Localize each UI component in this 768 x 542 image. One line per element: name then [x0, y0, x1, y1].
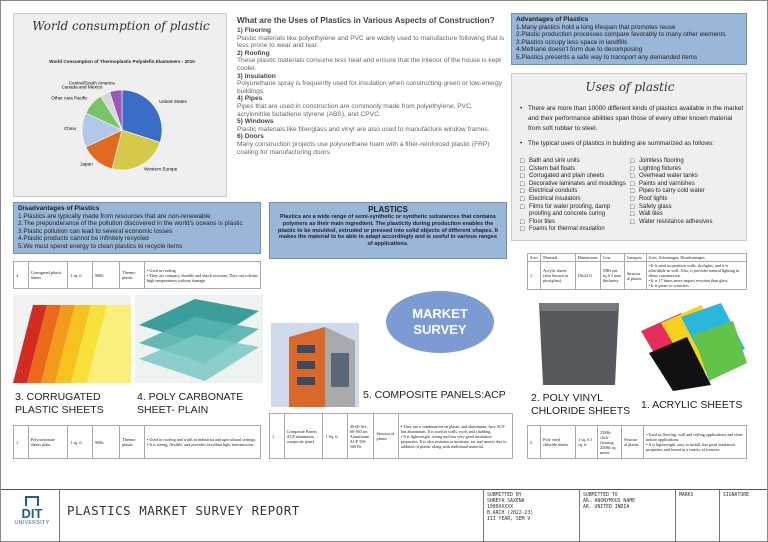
uses-item-body: Polyurethane spray is frequently used for insulation when constructing green or low-energy buildings. [237, 80, 502, 95]
market-survey-label: MARKET SURVEY [412, 306, 468, 337]
advantages-item: 4.Methane doesn't form due to decomposing [516, 46, 643, 54]
disadvantages-item: 5.We must spend energy to clean plastics to recycle items [18, 242, 183, 250]
table-cell: 1 sq. ft [68, 262, 93, 289]
uses-item-heading: 5) Windows [237, 118, 274, 126]
corrugated-sheets-image [13, 295, 131, 383]
use-item: □ Cistern ball floats [520, 166, 632, 174]
use-item: □ Floor tiles [520, 219, 632, 227]
pie-label: China [63, 126, 76, 131]
disadvantages-item: 2.The preponderance of the pollution discovered in the world's oceans is plastic [18, 220, 243, 228]
title-block-line: AR. ANONYMOUS NAME [583, 499, 635, 504]
table-cell: • They are a combination on plastic and aluminium, here ACP has aluminium. It is used in walls, roofs and cladding. • It is lightweight, strong and has very good insulation properties. It is also resistant to moisture, rot and insects due to addition of plastic along with traditional material. [398, 414, 512, 459]
table-cell: 1 sq. ft 1 sq. ft [576, 426, 598, 459]
use-item: □ Paints and varnishes [630, 181, 742, 189]
uses-item-heading: 2) Roofing [237, 49, 270, 57]
table-cell: Structur al plastic [374, 414, 398, 459]
table-cell: 2 [528, 426, 541, 459]
uses-item-body: Pipes that are used in construction are commonly made from polyethylene, PVC, acrylonitrile butadiene styrene (ABS), and CPVC. [237, 102, 473, 118]
table-cell: 1 [528, 262, 541, 290]
use-item: □ Electrical insulators [520, 196, 632, 204]
advantages-item: 3.Plastics occupy less space in landfills [516, 38, 628, 46]
use-item: □ Decorative laminates and mouldings [520, 181, 632, 189]
acrylic-table [527, 253, 747, 289]
table-cell: Thermo plastic [120, 262, 145, 289]
pvc-sheets-image [529, 297, 623, 391]
table-cell: S.no [528, 254, 541, 262]
disadvantages-list [18, 213, 256, 250]
table-cell: Acrylic sheets (also known as plexiglass) [541, 262, 576, 290]
use-item: □ Safety glass [630, 204, 742, 212]
table-cell: • Used in flooring, wall and ceiling applications and other indoor applications. • It is lightweight, easy to install, has good insulation properties and found in a variety of textures. [644, 426, 747, 459]
uses-list [237, 27, 505, 156]
pvc-row-table [527, 425, 747, 459]
pie-chart [20, 66, 224, 194]
disadvantages-item: 3.Plastic pollution can lead to several economic losses [18, 227, 173, 235]
table-cell: Category [624, 254, 646, 262]
advantages-panel [511, 13, 747, 65]
table-cell: Dimensions [575, 254, 600, 262]
caption-acrylic: 1. ACRYLIC SHEETS [641, 399, 743, 411]
use-item: □ Corrugated and plain sheets [520, 173, 632, 181]
caption-corrugated: 3. CORRUGATED PLASTIC SHEETS [15, 391, 104, 416]
table-cell: Polycarbonate sheets plain [28, 426, 68, 459]
pie-label: Central/South America [68, 80, 115, 86]
uses-sub-text: The typical uses of plastics in building are summarized as follows: [528, 140, 715, 147]
table-cell: 35Rs per sq ft 3 mm thickness [600, 262, 624, 290]
submitted-by-label: SUBMITTED BY [487, 493, 522, 498]
acrylic-data-row [528, 262, 747, 290]
plastics-definition-panel [269, 202, 507, 259]
table-cell: • Used in roofing • They are compact, durable and shock resistant. They can tolerate high temperatures without damage. [144, 262, 260, 289]
table-cell: 40-60 Arc, 60-160 arc Aluminium ACP 350-500 Rs [347, 414, 374, 459]
plastics-title: PLASTICS [368, 205, 408, 214]
title-block-line: 1000XXXXX [487, 505, 513, 510]
university-logo [9, 496, 55, 536]
submitted-to-lines [583, 499, 673, 511]
uses-item-body: Plastic materials like polyethylene and PVC are widely used to manufacture following that is less prone to wear and tear. [237, 34, 505, 50]
logo-subtext: UNIVERSITY [14, 520, 50, 526]
table-cell: Structur al plastic [622, 426, 644, 459]
uses-in-construction [237, 16, 505, 216]
table-row [14, 262, 261, 289]
title-block [1, 489, 767, 542]
polycarbonate-sheets-image [135, 295, 263, 383]
world-consumption-heading: World consumption of plastic [32, 19, 210, 33]
submitted-to-label: SUBMITTED TO [583, 493, 618, 498]
table-cell: Uses, Advantages, Disadvantages [646, 254, 746, 262]
advantages-list [516, 24, 742, 61]
table-cell: • Used in roofing and walls in industrial and agricultural settings. • It is strong, flexible, and provides excellent light transmission. [144, 426, 260, 459]
uses-panel [511, 73, 747, 241]
use-item: □ Overhead water tanks [630, 173, 742, 181]
title-block-line: III YEAR, SEM V [487, 517, 531, 522]
corrugated-table [13, 261, 261, 289]
use-item: □ Jointless flooring [630, 158, 742, 166]
submitted-to [583, 493, 673, 511]
plastics-body: Plastics are a wide range of semi-synthetic or synthetic substances that contains polymers as their main ingredient. The plasticity during production enables the plastic to be moulded, extruded or pressed into solid objects of different shapes. It makes the material to be able to adapt accordingly and is useful in various ranges of applications. [277, 214, 499, 248]
market-survey-badge [386, 291, 494, 353]
composite-row-table [269, 413, 513, 459]
table-row [14, 426, 261, 459]
disadvantages-item: 4.Plastic products cannot be infinitely recycled [18, 235, 149, 243]
uses-item-body: These plastic materials consume less heat and ensure that the interior of the house is kept cooler. [237, 57, 501, 72]
pie-label: Canada and Mexico [61, 84, 103, 90]
title-block-line: AR. UNITED INDIA [583, 505, 630, 510]
use-item: □ Wall tiles [630, 211, 742, 219]
uses-column-2 [630, 158, 742, 226]
polycarbonate-table [13, 425, 261, 459]
chart-title: World Consumption of Thermoplastic Polyolefin Elastomers - 2010 [49, 59, 195, 64]
use-item: □ Water resistance adhesives [630, 219, 742, 227]
advantages-item: 2.Plastic production processes compare favorably to many other elements [516, 31, 726, 39]
table-cell: 1 [14, 426, 29, 459]
use-item: □ Foams for thermal insulation [520, 226, 632, 234]
logo-text: DIT [21, 506, 43, 521]
use-item: □ Electrical conduits [520, 188, 632, 196]
use-item: □ Films for water proofing, damp proofing and concrete curing [520, 204, 632, 219]
caption-pvc: 2. POLY VINYL CHLORIDE SHEETS [531, 392, 631, 417]
table-cell: Structur al plastic [624, 262, 646, 290]
uses-item-body: Plastic materials like fiberglass and vinyl are also used to manufacture window frames. [237, 125, 490, 133]
disadvantages-item: 1.Plastics are typically made from resources that are non-renewable [18, 213, 211, 220]
corrugated-row-table [13, 261, 261, 289]
disadvantages-panel [13, 202, 261, 254]
table-cell: 1 Sq. ft [323, 414, 347, 459]
acrylic-row-table [527, 253, 747, 290]
submitted-by-lines [487, 499, 575, 523]
table-cell: Cost [600, 254, 624, 262]
report-title: PLASTICS MARKET SURVEY REPORT [67, 503, 300, 518]
uses-intro: • There are more than 10000 different kinds of plastics available in the market and their performance abilities span those of every other known material from soft rubber to steel. [520, 105, 744, 132]
table-cell: Material [541, 254, 576, 262]
table-cell: 90Rs [93, 262, 120, 289]
polycarbonate-row-table [13, 425, 261, 459]
title-block-line: B.ARCH (2022-23) [487, 511, 534, 516]
logo-mark [25, 496, 39, 506]
uses-title: What are the Uses of Plastics in Various Aspects of Construction? [237, 16, 495, 25]
caption-polycarbonate: 4. POLY CARBONATE SHEET- PLAIN [137, 391, 244, 416]
table-cell: 90Rs [93, 426, 120, 459]
uses-item-heading: 3) Insulation [237, 72, 276, 80]
acrylic-sheets-image [637, 301, 749, 393]
table-cell: 4 [14, 262, 29, 289]
uses-column-1 [520, 158, 632, 234]
pie-label: Western Europe [144, 166, 178, 172]
uses-item-heading: 4) Pipes [237, 95, 263, 103]
table-cell: 1 sq. ft [68, 426, 93, 459]
caption-composite: 5. COMPOSITE PANELS:ACP [363, 389, 506, 401]
composite-table [269, 413, 513, 459]
table-cell: Thermo plastic [120, 426, 145, 459]
acrylic-header-row [528, 254, 747, 262]
use-item: □ Lighting fixtures [630, 166, 742, 174]
uses-item-heading: 6) Doors [237, 133, 264, 141]
world-consumption-panel [13, 13, 227, 197]
uses-intro-text: There are more than 10000 different kinds of plastics available in the market and their performance abilities span those of every other known material from soft rubber to steel. [528, 105, 744, 132]
table-row [528, 426, 747, 459]
table-cell: Corrugated plastic sheets [28, 262, 68, 289]
use-item: □ Pipes to carry cold water [630, 188, 742, 196]
uses-item-heading: 1) Flooring [237, 27, 272, 34]
pie-label: Japan [80, 161, 93, 167]
pvc-table [527, 425, 747, 459]
table-cell: • It is used in partition walls, skylights, and it is affordable as well. Also, it provides natural lighting in dense construction. • It is 17 times more impact resistant than glass. • It is prone to scratches. [646, 262, 746, 290]
advantages-title: Advantages of Plastics [516, 16, 589, 23]
advantages-item: 1.Many plastics hold a long lifespan that promotes reuse [516, 24, 676, 31]
title-block-line: SHREYA SAXENA [487, 499, 525, 504]
use-item: □ Roof lights [630, 196, 742, 204]
table-cell: Composite Panels ACP aluminium composite panel [284, 414, 323, 459]
marks-label: MARKS [679, 493, 694, 498]
use-item: □ Bath and sink units [520, 158, 632, 166]
pie-label: United States [159, 98, 187, 104]
disadvantages-title: Disadvantages of Plastics [18, 205, 100, 212]
table-row [270, 414, 513, 459]
uses-panel-heading: Uses of plastic [585, 80, 675, 94]
table-cell: Poly vinyl chloride sheets [541, 426, 576, 459]
uses-sub: • The typical uses of plastics in building are summarized as follows: [520, 140, 744, 148]
composite-panels-image [271, 323, 359, 407]
signature-label: SIGNATURE [723, 493, 749, 498]
table-cell: 1 [270, 414, 285, 459]
submitted-by [487, 493, 575, 523]
pie-label: Other Asia Pacific [51, 95, 88, 101]
table-cell: 18x24 ft [575, 262, 600, 290]
uses-item-body: Many construction projects use polyurethane foam with a fiber-reinforced plastic (FRP) coating for manufacturing doors. [237, 140, 490, 156]
table-cell: 250Rs click flooring 250Rs sq meter [598, 426, 622, 459]
advantages-item: 5.Plastics presents a safe way to transport any demanded items [516, 53, 698, 61]
